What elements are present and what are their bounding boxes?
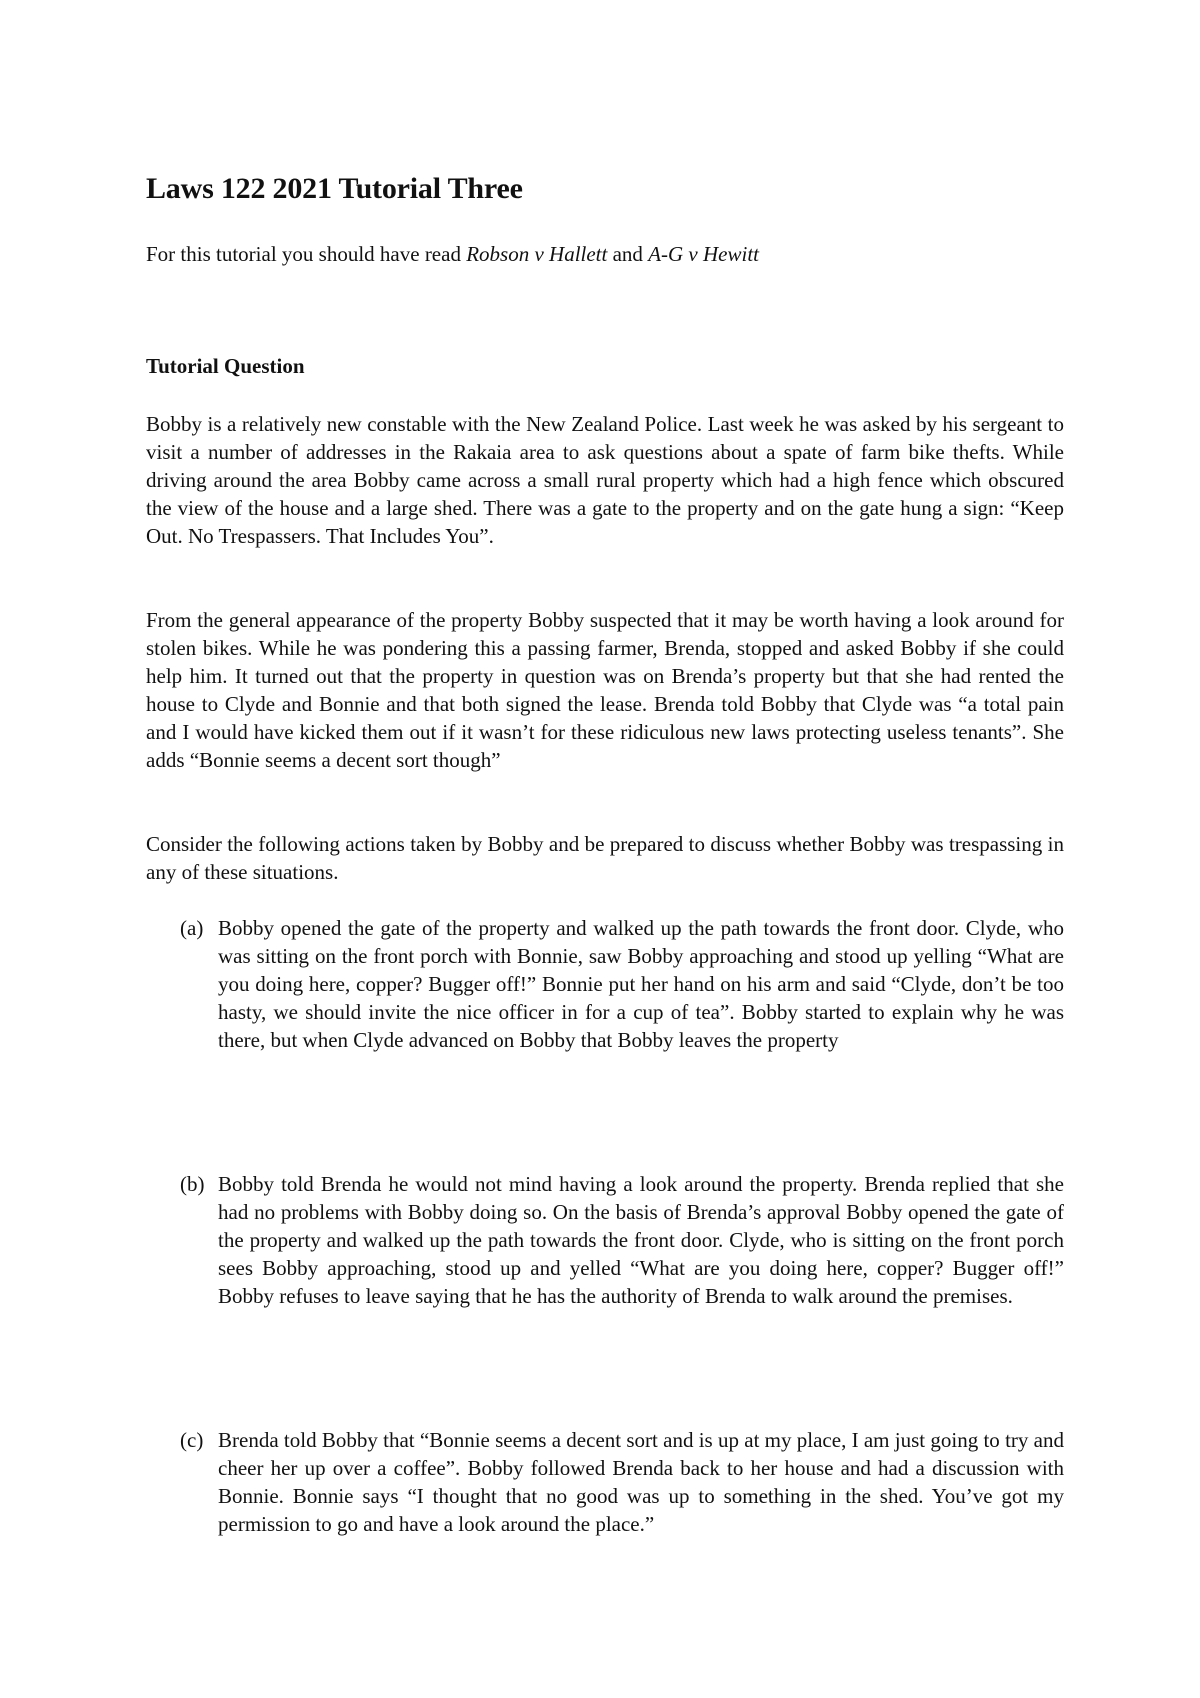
- intro-prefix: For this tutorial you should have read: [146, 242, 467, 266]
- list-item-text: Bobby opened the gate of the property and walked up the path towards the front door. Clyde, who was sitting on the front porch with Bonnie, saw Bobby approaching and stood up yelling “What are you doing here, copper? Bugger off!” Bonnie put her hand on his arm and said “Clyde, don’t be too hasty, we should invite the nice officer in for a cup of tea”. Bobby started to explain why he was there, but when Clyde advanced on Bobby that Bobby leaves the property: [218, 916, 1064, 1052]
- scenario-paragraph: Bobby is a relatively new constable with the New Zealand Police. Last week he was asked by his sergeant to visit a number of addresses in the Rakaia area to ask questions about a spate of farm bike thefts. While driving around the area Bobby came across a small rural property which had a high fence which obscured the view of the house and a large shed. There was a gate to the property and on the gate hung a sign: “Keep Out. No Trespassers. That Includes You”.: [146, 412, 1064, 548]
- case-citation-ag-v-hewitt: A-G v Hewitt: [648, 242, 759, 266]
- list-item-marker: (b): [180, 1172, 205, 1196]
- list-item-text: Bobby told Brenda he would not mind having a look around the property. Brenda replied that she had no problems with Bobby doing so. On the basis of Brenda’s approval Bobby opened the gate of the property and walked up the path towards the front door. Clyde, who is sitting on the front porch sees Bobby approaching, stood up and yelled “What are you doing here, copper? Bugger off!” Bobby refuses to leave saying that he has the authority of Brenda to walk around the premises.: [218, 1172, 1064, 1308]
- list-item-b: [180, 1170, 1064, 1310]
- reading-instructions: [146, 242, 759, 267]
- case-citation-robson-v-hallett: Robson v Hallett: [466, 242, 608, 266]
- list-item-marker: (a): [180, 916, 204, 940]
- list-item-c: [180, 1426, 1064, 1538]
- section-heading: Tutorial Question: [146, 354, 305, 378]
- question-prompt: Consider the following actions taken by Bobby and be prepared to discuss whether Bobby was trespassing in any of these situations.: [146, 832, 1064, 884]
- document-title: Laws 122 2021 Tutorial Three: [146, 172, 523, 205]
- list-item-text: Brenda told Bobby that “Bonnie seems a decent sort and is up at my place, I am just going to try and cheer her up over a coffee”. Bobby followed Brenda back to her house and had a discussion with Bonnie. Bonnie says “I thought that no good was up to something in the shed. You’ve got my permission to go and have a look around the place.”: [218, 1428, 1064, 1536]
- list-item-marker: (c): [180, 1428, 204, 1452]
- scenario-paragraph: From the general appearance of the property Bobby suspected that it may be worth having a look around for stolen bikes. While he was pondering this a passing farmer, Brenda, stopped and asked Bobby if she could help him. It turned out that the property in question was on Brenda’s property but that she had rented the house to Clyde and Bonnie and that both signed the lease. Brenda told Bobby that Clyde was “a total pain and I would have kicked them out if it wasn’t for these ridiculous new laws protecting useless tenants”. She adds “Bonnie seems a decent sort though”: [146, 608, 1064, 772]
- intro-conjunction: and: [607, 242, 649, 266]
- list-item-a: [180, 914, 1064, 1054]
